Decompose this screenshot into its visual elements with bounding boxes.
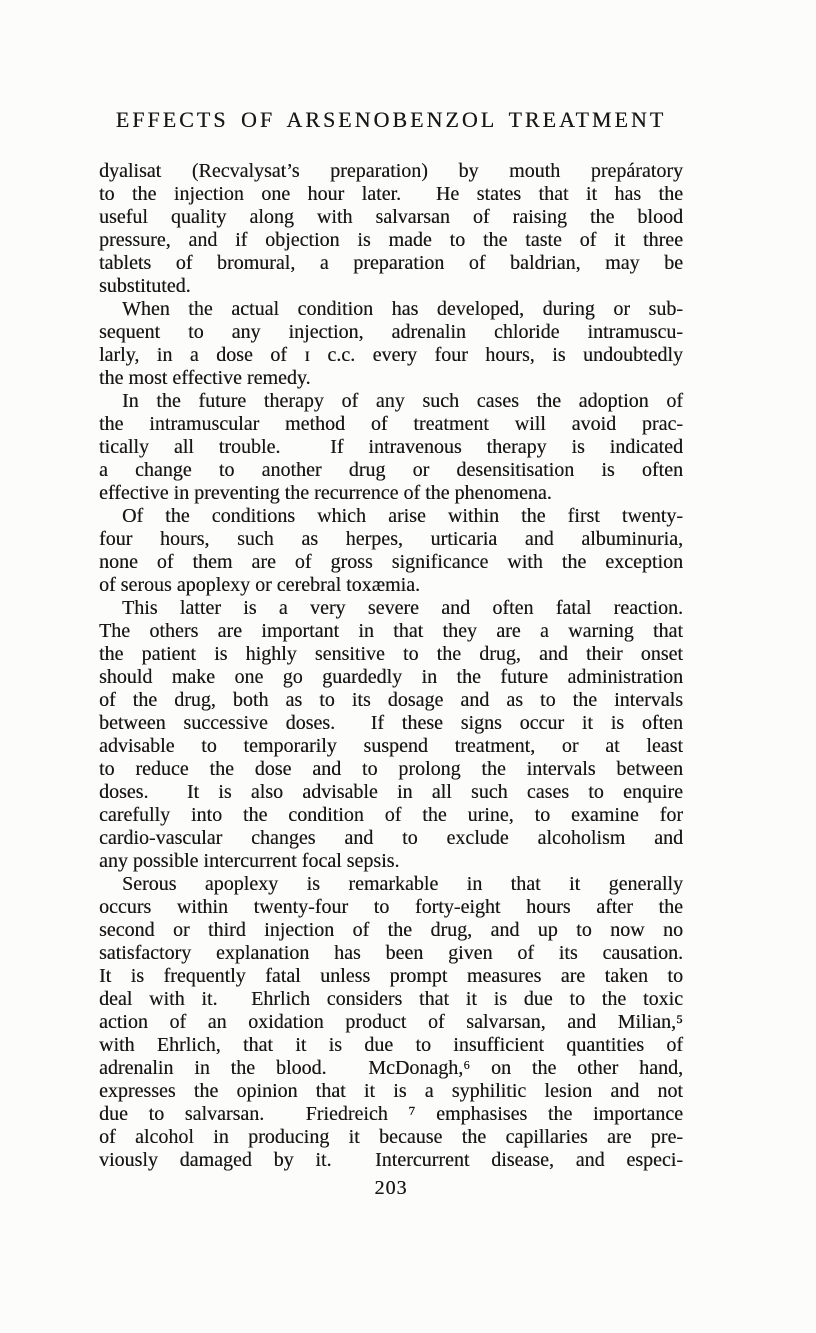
text-line: the most effective remedy. bbox=[99, 367, 311, 389]
text-line: viously damaged by it. Intercurrent disease, and especi- bbox=[99, 1149, 683, 1171]
text-line: four hours, such as herpes, urticaria and albuminuria, bbox=[99, 528, 683, 550]
text-line: due to salvarsan. Friedreich ⁷ emphasises the importance bbox=[99, 1103, 683, 1125]
text-line: occurs within twenty-four to forty-eight hours after the bbox=[99, 896, 683, 918]
text-line: advisable to temporarily suspend treatment, or at least bbox=[99, 735, 683, 757]
paragraph bbox=[99, 390, 683, 505]
text-line: The others are important in that they are a warning that bbox=[99, 620, 683, 642]
text-line: tically all trouble. If intravenous therapy is indicated bbox=[99, 436, 683, 458]
text-line: cardio-vascular changes and to exclude alcoholism and bbox=[99, 827, 683, 849]
text-block bbox=[99, 160, 683, 1172]
running-head: EFFECTS OF ARSENOBENZOL TREATMENT bbox=[115, 107, 667, 132]
text-line: any possible intercurrent focal sepsis. bbox=[99, 850, 400, 872]
text-line: the patient is highly sensitive to the drug, and their onset bbox=[99, 643, 683, 665]
text-line: larly, in a dose of ɪ c.c. every four hours, is undoubtedly bbox=[99, 344, 683, 366]
text-line: This latter is a very severe and often fatal reaction. bbox=[122, 597, 683, 619]
text-line: of serous apoplexy or cerebral toxæmia. bbox=[99, 574, 421, 596]
text-line: a change to another drug or desensitisation is often bbox=[99, 459, 683, 481]
text-line: pressure, and if objection is made to the taste of it three bbox=[99, 229, 683, 251]
paragraph bbox=[99, 873, 683, 1172]
text-line: action of an oxidation product of salvarsan, and Milian,⁵ bbox=[99, 1011, 683, 1033]
text-line: sequent to any injection, adrenalin chloride intramuscu- bbox=[99, 321, 683, 343]
text-line: should make one go guardedly in the future administration bbox=[99, 666, 683, 688]
paragraph bbox=[99, 597, 683, 873]
text-line: It is frequently fatal unless prompt measures are taken to bbox=[99, 965, 683, 987]
text-line: useful quality along with salvarsan of raising the blood bbox=[99, 206, 683, 228]
paragraph bbox=[99, 505, 683, 597]
text-line: deal with it. Ehrlich considers that it is due to the toxic bbox=[99, 988, 683, 1010]
text-line: second or third injection of the drug, and up to now no bbox=[99, 919, 683, 941]
text-line: In the future therapy of any such cases the adoption of bbox=[122, 390, 683, 412]
text-line: the intramuscular method of treatment will avoid prac- bbox=[99, 413, 683, 435]
text-line: dyalisat (Recvalysat’s preparation) by mouth prepáratory bbox=[99, 160, 683, 182]
text-line: tablets of bromural, a preparation of baldrian, may be bbox=[99, 252, 683, 274]
text-line: substituted. bbox=[99, 275, 191, 297]
text-line: to reduce the dose and to prolong the intervals between bbox=[99, 758, 683, 780]
page-number: 203 bbox=[374, 1177, 408, 1199]
paragraph bbox=[99, 298, 683, 390]
text-line: of the drug, both as to its dosage and as to the intervals bbox=[99, 689, 683, 711]
text-line: When the actual condition has developed, during or sub- bbox=[122, 298, 683, 320]
text-line: expresses the opinion that it is a syphilitic lesion and not bbox=[99, 1080, 683, 1102]
text-line: carefully into the condition of the urine, to examine for bbox=[99, 804, 683, 826]
text-line: effective in preventing the recurrence of the phenomena. bbox=[99, 482, 552, 504]
text-line: between successive doses. If these signs occur it is often bbox=[99, 712, 683, 734]
text-line: to the injection one hour later. He states that it has the bbox=[99, 183, 683, 205]
text-line: none of them are of gross significance with the exception bbox=[99, 551, 683, 573]
text-line: Of the conditions which arise within the first twenty- bbox=[122, 505, 683, 527]
paragraph bbox=[99, 160, 683, 298]
text-line: adrenalin in the blood. McDonagh,⁶ on the other hand, bbox=[99, 1057, 683, 1079]
text-line: of alcohol in producing it because the capillaries are pre- bbox=[99, 1126, 683, 1148]
text-line: with Ehrlich, that it is due to insufficient quantities of bbox=[99, 1034, 683, 1056]
text-line: satisfactory explanation has been given of its causation. bbox=[99, 942, 683, 964]
text-line: doses. It is also advisable in all such cases to enquire bbox=[99, 781, 683, 803]
text-line: Serous apoplexy is remarkable in that it generally bbox=[122, 873, 683, 895]
